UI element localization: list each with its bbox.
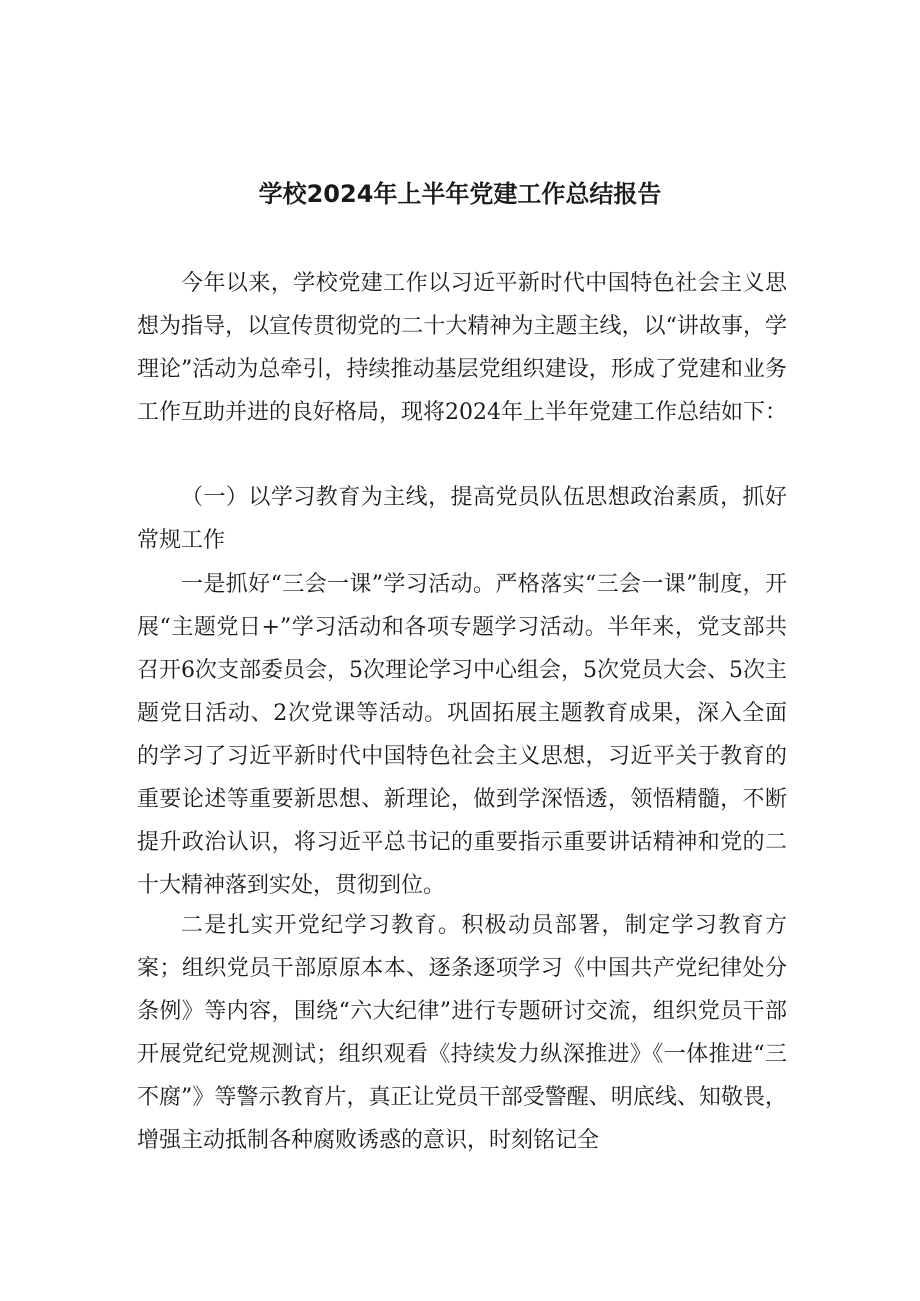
document-title: 学校2024年上半年党建工作总结报告: [258, 180, 662, 208]
paragraph-discipline-education: 二是扎实开党纪学习教育。积极动员部署，制定学习教育方案；组织党员干部原原本本、逐条逐项学习《中国共产党纪律处分条例》等内容，围绕“六大纪律”进行专题研讨交流，组织党员干部开展党纪党规测试；组织观看《持续发力纵深推进》《一体推进“三不腐”》等警示教育片，真正让党员干部受警醒、明底线、知敬畏，增强主动抵制各种腐败诱惑的意识，时刻铭记全: [137, 913, 787, 1153]
paragraph-intro: 今年以来，学校党建工作以习近平新时代中国特色社会主义思想为指导，以宣传贯彻党的二十大精神为主题主线，以“讲故事，学理论”活动为总牵引，持续推动基层党组织建设，形成了党建和业务工作互助并进的良好格局，现将2024年上半年党建工作总结如下：: [137, 271, 787, 425]
section-heading-1: （一）以学习教育为主线，提高党员队伍思想政治素质，抓好常规工作: [137, 485, 787, 553]
paragraph-three-meetings: 一是抓好“三会一课”学习活动。严格落实“三会一课”制度，开展“主题党日+”学习活动和各项专题学习活动。半年来，党支部共召开6次支部委员会，5次理论学习中心组会，5次党员大会、5次主题党日活动、2次党课等活动。巩固拓展主题教育成果，深入全面的学习了习近平新时代中国特色社会主义思想，习近平关于教育的重要论述等重要新思想、新理论，做到学深悟透，领悟精髓，不断提升政治认识，将习近平总书记的重要指示重要讲话精神和党的二十大精神落到实处，贯彻到位。: [137, 572, 787, 898]
